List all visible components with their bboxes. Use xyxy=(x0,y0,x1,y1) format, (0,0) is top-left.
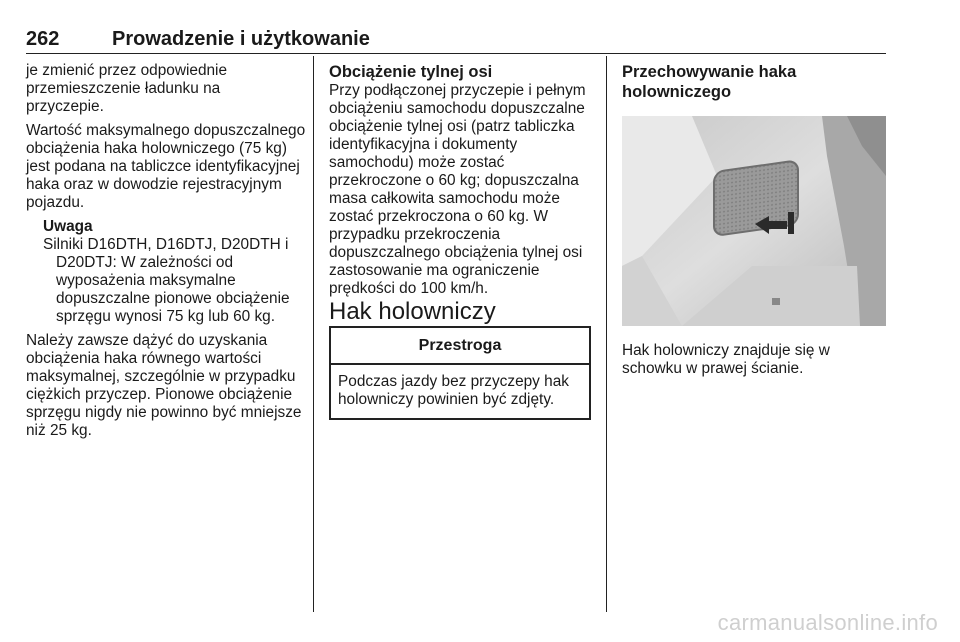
column-divider-2 xyxy=(606,56,607,612)
column-divider-1 xyxy=(313,56,314,612)
text-line: przemieszczenie ładunku na xyxy=(26,80,221,97)
watermark: carmanualsonline.info xyxy=(717,610,938,635)
note-text: Silniki D16DTH, D16DTJ, D20DTH i D20DTJ: W zależności od wyposażenia maksymalne dopuszczalne pionowe obciążenie sprzęgu wynosi 75 kg lub 60 kg. xyxy=(43,236,290,325)
note-title: Uwaga xyxy=(43,218,93,235)
caution-box xyxy=(329,326,591,420)
section-heading-storage: Przechowywanie haka holowniczego xyxy=(622,63,797,101)
continued-paragraph xyxy=(26,62,306,116)
caution-text: Podczas jazdy bez przyczepy hak holowniczy powinien być zdjęty. xyxy=(338,373,569,408)
text-line: je zmienić przez odpowiednie xyxy=(26,62,228,79)
paragraph-max-load: Wartość maksymalnego dopuszczalnego obciążenia haka holowniczego (75 kg) jest podana na tabliczce identyfikacyjnej haka oraz w dowodzie rejestracyjnym pojazdu. xyxy=(26,122,306,211)
header-divider xyxy=(26,53,886,54)
page-title: Prowadzenie i użytkowanie xyxy=(112,28,370,50)
page-number: 262 xyxy=(26,28,60,50)
storage-compartment-photo xyxy=(622,116,886,326)
paragraph-coupling-load: Należy zawsze dążyć do uzyskania obciążenia haka równego wartości maksymalnej, szczególnie w przypadku ciężkich przyczep. Pionowe obciążenie sprzęgu nigdy nie powinno być mniejsze niż 25 kg. xyxy=(26,332,302,439)
column-middle xyxy=(329,62,595,420)
text-line: przyczepie. xyxy=(26,98,104,115)
column-right xyxy=(622,62,888,378)
section-heading-tow-hook: Hak holowniczy xyxy=(329,298,496,325)
paragraph-rear-axle: Przy podłączonej przyczepie i pełnym obciążeniu samochodu dopuszczalne obciążenie tylnej osi (patrz tabliczka identyfikacyjna i dokumenty samochodu) może zostać przekroczone o 60 kg; dopuszczalna masa całkowita samochodu może zostać przekroczona o 60 kg. W przypadku przekroczenia dopuszczalnego obciążenia tylnej osi zastosowanie ma ograniczenie prędkości do 100 km/h. xyxy=(329,82,586,297)
image-caption: Hak holowniczy znajduje się w schowku w prawej ścianie. xyxy=(622,342,830,377)
page-header xyxy=(26,28,886,52)
note-block xyxy=(43,218,306,326)
section-heading-rear-axle: Obciążenie tylnej osi xyxy=(329,63,493,81)
column-left xyxy=(26,62,306,440)
caution-title: Przestroga xyxy=(331,328,589,365)
